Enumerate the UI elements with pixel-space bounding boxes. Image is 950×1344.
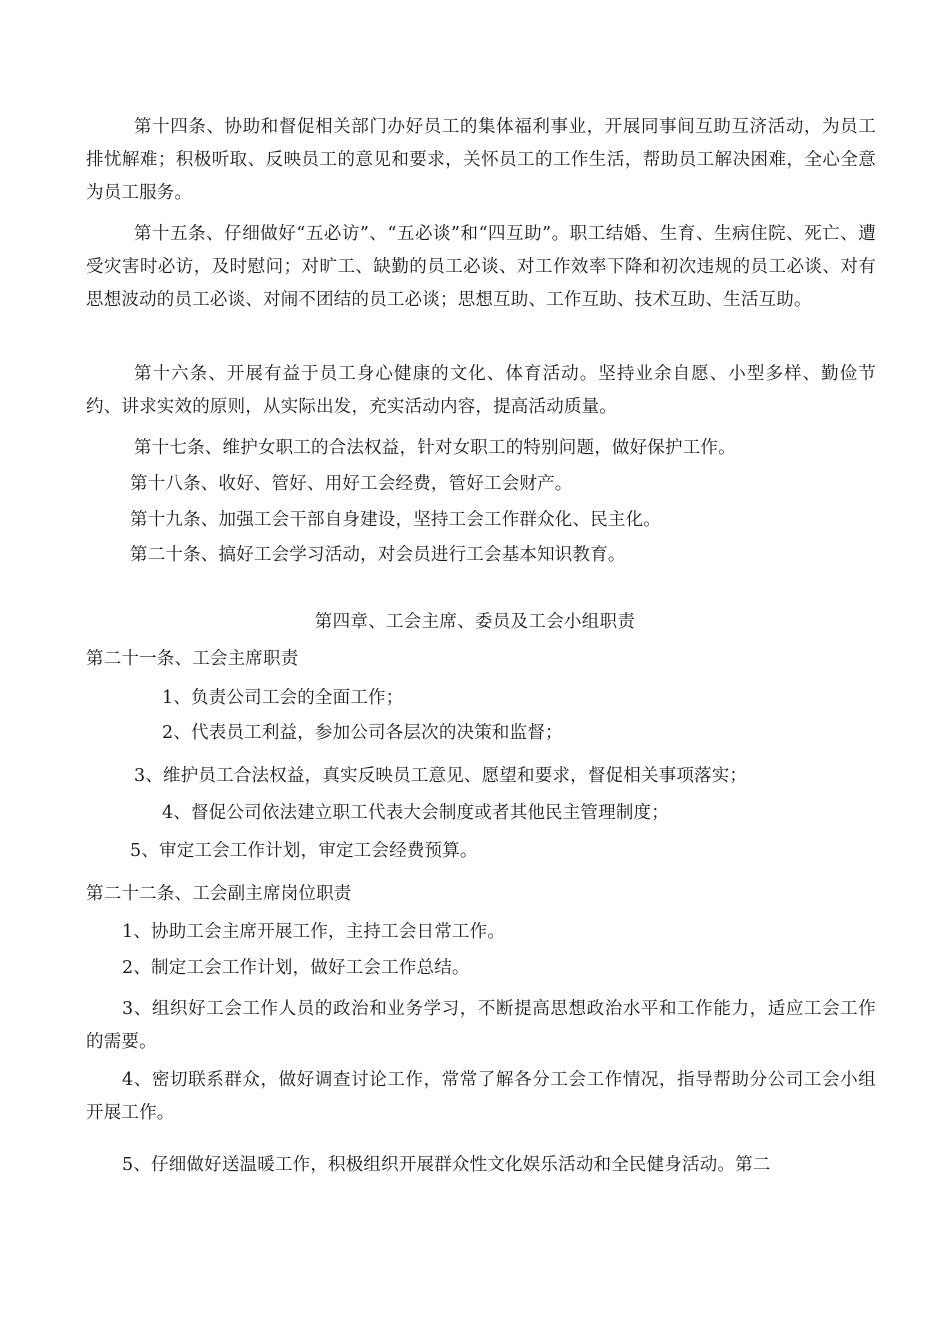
chapter-4-title: 第四章、工会主席、委员及工会小组职责 bbox=[314, 612, 636, 632]
article-16: 第十六条、开展有益于员工身心健康的文化、体育活动。坚持业余自愿、小型多样、勤俭节约、讲求实效的原则，从实际出发，充实活动内容，提高活动质量。 bbox=[86, 364, 876, 417]
article-21-item-2: 2、代表员工利益，参加公司各层次的决策和监督； bbox=[162, 723, 563, 743]
article-22-item-2: 2、制定工会工作计划，做好工会工作总结。 bbox=[122, 958, 470, 978]
article-21-title: 第二十一条、工会主席职责 bbox=[86, 649, 299, 669]
article-20: 第二十条、搞好工会学习活动，对会员进行工会基本知识教育。 bbox=[130, 545, 626, 565]
article-14: 第十四条、协助和督促相关部门办好员工的集体福利事业，开展同事间互助互济活动，为员工排忧解难；积极听取、反映员工的意见和要求，关怀员工的工作生活，帮助员工解决困难，全心全意为员工服务。 bbox=[86, 117, 876, 203]
article-22-title: 第二十二条、工会副主席岗位职责 bbox=[86, 884, 352, 904]
article-22-item-3: 3、组织好工会工作人员的政治和业务学习，不断提高思想政治水平和工作能力，适应工会工作的需要。 bbox=[86, 999, 876, 1052]
article-18: 第十八条、收好、管好、用好工会经费，管好工会财产。 bbox=[130, 474, 573, 494]
article-21-item-3: 3、维护员工合法权益，真实反映员工意见、愿望和要求，督促相关事项落实； bbox=[134, 766, 748, 786]
article-21-item-4: 4、督促公司依法建立职工代表大会制度或者其他民主管理制度； bbox=[162, 803, 669, 823]
article-21-item-1: 1、负责公司工会的全面工作； bbox=[162, 688, 404, 708]
article-22-item-5: 5、仔细做好送温暖工作，积极组织开展群众性文化娱乐活动和全民健身活动。第二 bbox=[122, 1155, 771, 1175]
article-17: 第十七条、维护女职工的合法权益，针对女职工的特别问题，做好保护工作。 bbox=[134, 438, 736, 458]
article-15: 第十五条、仔细做好“五必访”、“五必谈”和“四互助”。职工结婚、生育、生病住院、死亡、遭受灾害时必访，及时慰问；对旷工、缺勤的员工必谈、对工作效率下降和初次违规的员工必谈、对有思想波动的员工必谈、对闹不团结的员工必谈；思想互助、工作互助、技术互助、生活互助。 bbox=[86, 224, 876, 310]
article-19: 第十九条、加强工会干部自身建设，坚持工会工作群众化、民主化。 bbox=[130, 510, 661, 530]
article-22-item-1: 1、协助工会主席开展工作，主持工会日常工作。 bbox=[122, 922, 506, 942]
article-21-item-5: 5、审定工会工作计划，审定工会经费预算。 bbox=[130, 841, 478, 861]
article-22-item-4: 4、密切联系群众，做好调查讨论工作，常常了解各分工会工作情况，指导帮助分公司工会小组开展工作。 bbox=[86, 1070, 876, 1123]
